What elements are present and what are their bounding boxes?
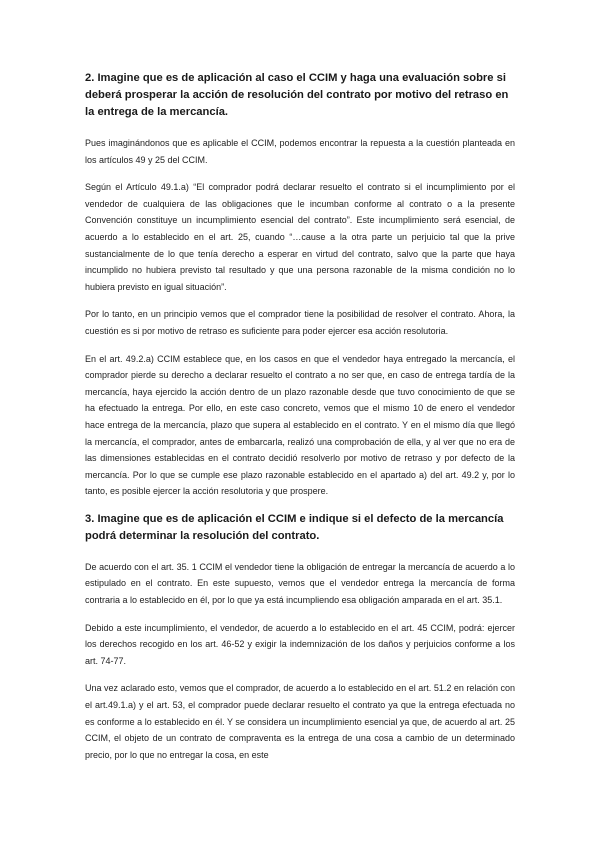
paragraph: Una vez aclarado esto, vemos que el comprador, de acuerdo a lo establecido en el art. 51.2 en relación con el art.49.1.a) y el art. 53, el comprador puede declarar resuelto el contrato ya que la entrega efectuada no es conforme a lo establecido en él. Y se considera un incumplimiento esencial ya que, de acuerdo al art. 25 CCIM, el objeto de un contrato de compraventa es la entrega de una cosa a cambio de un determinado precio, por lo que no entregar la cosa, en este (85, 683, 515, 760)
section-heading-3: 3. Imagine que es de aplicación el CCIM e indique si el defecto de la mercancía podrá determinar la resolución del contrato. (85, 512, 504, 542)
paragraph: Debido a este incumplimiento, el vendedor, de acuerdo a lo establecido en el art. 45 CCIM, podrá: ejercer los derechos recogido en los art. 46-52 y exigir la indemnización de los daños y perjuicios conforme a los art. 74-77. (85, 622, 515, 666)
paragraph: Pues imaginándonos que es aplicable el CCIM, podemos encontrar la repuesta a la cuestión planteada en los artículos 49 y 25 del CCIM. (85, 138, 515, 165)
paragraph: Según el Artículo 49.1.a) “El comprador podrá declarar resuelto el contrato si el incumplimiento por el vendedor de cualquiera de las obligaciones que le incumban conforme al contrato o a la presente Convención constituye un incumplimiento esencial del contrato”. Este incumplimiento será esencial, de acuerdo a lo establecido en el art. 25, cuando “…cause a la otra parte un perjuicio tal que la prive sustancialmente de lo que tenía derecho a esperar en virtud del contrato, salvo que la parte que haya incumplido no hubiera previsto tal resultado y que una persona razonable de la misma condición no lo hubiera previsto en igual situación”. (85, 182, 515, 292)
paragraph: Por lo tanto, en un principio vemos que el comprador tiene la posibilidad de resolver el contrato. Ahora, la cuestión es si por motivo de retraso es suficiente para poder ejercer esa acción resolutoria. (85, 309, 515, 336)
section-heading-2: 2. Imagine que es de aplicación al caso el CCIM y haga una evaluación sobre si deberá prosperar la acción de resolución del contrato por motivo del retraso en la entrega de la mercancía. (85, 72, 509, 118)
paragraph: De acuerdo con el art. 35. 1 CCIM el vendedor tiene la obligación de entregar la mercancía de acuerdo a lo estipulado en el contrato. En este supuesto, vemos que el vendedor entrega la mercancía de forma contraria a lo establecido en él, por lo que ya está incumpliendo esa obligación amparada en el art. 35.1. (85, 561, 515, 606)
paragraph: En el art. 49.2.a) CCIM establece que, en los casos en que el vendedor haya entregado la mercancía, el comprador pierde su derecho a declarar resuelto el contrato a no ser que, en caso de entrega tardía de la mercancía, haya ejercido la acción dentro de un plazo razonable desde que tuvo conocimiento de que se ha efectuado la entrega. Por ello, en este caso concreto, vemos que el mismo 10 de enero el vendedor hace entrega de la mercancía, plazo que supera al establecido en el contrato. Y en el mismo día que llegó la mercancía, el comprador, antes de embarcarla, realizó una comprobación de ella, y al ver que no era de las dimensiones establecidas en el contrato decidió resolverlo por motivo de retraso y por defecto de la mercancía. Por lo que se cumple ese plazo razonable establecido en el apartado a) del art. 49.2 y, por lo tanto, es posible ejercer la acción resolutoria y que prospere. (85, 353, 515, 497)
document-body (85, 70, 515, 774)
